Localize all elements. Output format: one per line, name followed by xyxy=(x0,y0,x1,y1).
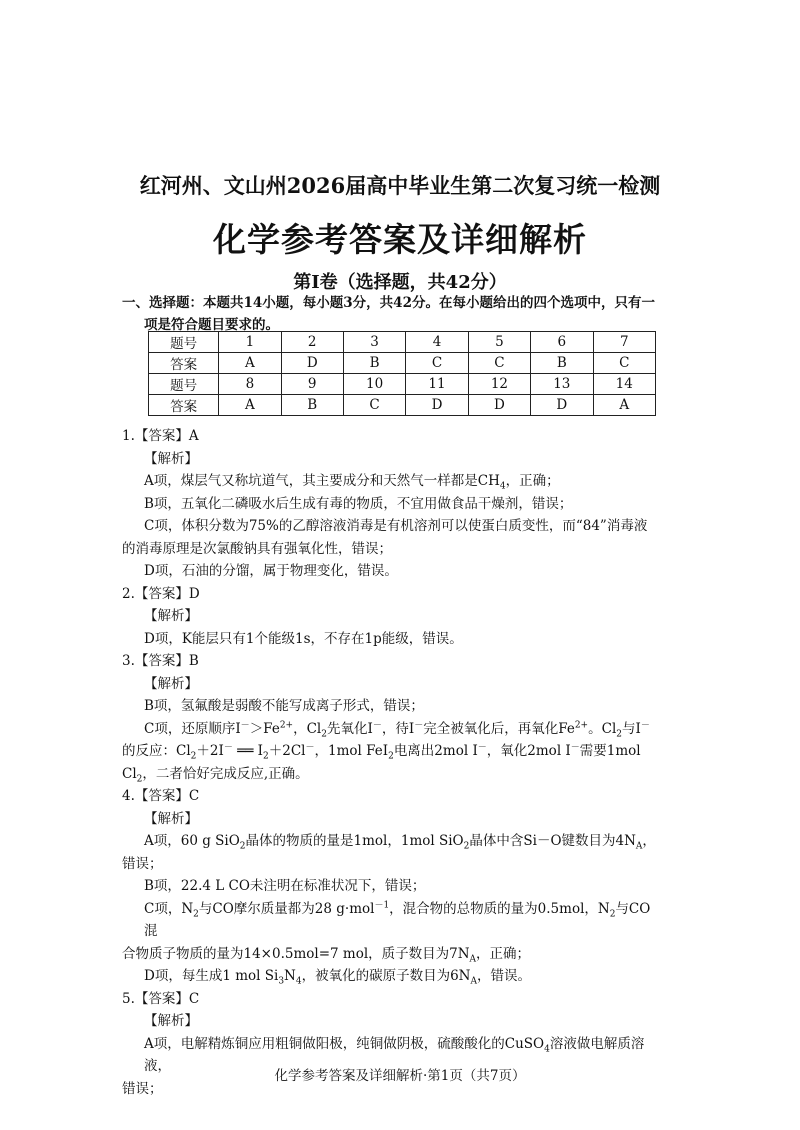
document-title: 化学参考答案及详细解析 xyxy=(213,220,587,259)
q3-reaction xyxy=(122,740,660,763)
table-cell: 4 xyxy=(406,332,468,353)
text: ══ I xyxy=(232,743,263,759)
section-title: 第Ⅰ卷（选择题，共42分） xyxy=(293,272,507,293)
text: ，正确； xyxy=(505,473,560,489)
table-cell: 13 xyxy=(531,374,593,395)
q4-option-a-cont: 错误； xyxy=(122,855,163,872)
text: 完全被氧化后，再氧化Fe xyxy=(423,720,575,737)
text: C项，N xyxy=(144,900,194,917)
table-cell: A xyxy=(593,395,655,416)
text: ，被氧化的碳原子数目为6N xyxy=(301,968,471,984)
exam-header: 红河州、文山州2026届高中毕业生第二次复习统一检测 xyxy=(139,173,661,198)
text: 与CO摩尔质量都为28 g·mol xyxy=(198,900,375,917)
table-cell: 答案 xyxy=(149,353,219,374)
subscript: 2 xyxy=(463,841,470,852)
q2-option-d: D项，K能层只有1个能级1s，不存在1p能级，错误。 xyxy=(144,630,463,647)
q3-conclusion xyxy=(122,763,660,786)
q2-answer: 2.【答案】D xyxy=(122,585,200,602)
subscript: 2 xyxy=(136,774,143,785)
text: 晶体中含Si－O键数目为4N xyxy=(469,833,636,849)
instructions-line-1: 一、选择题：本题共14小题，每小题3分，共42分。在每小题给出的四个选项中，只有一 xyxy=(122,295,655,311)
superscript: － xyxy=(372,720,382,730)
superscript: 2+ xyxy=(279,720,294,730)
subscript: 2 xyxy=(190,751,197,762)
q4-option-a xyxy=(122,830,660,853)
text: C项，还原顺序I xyxy=(144,720,241,737)
table-cell: B xyxy=(343,353,405,374)
text: 晶体的物质的量是1mol，1mol SiO xyxy=(245,833,464,849)
table-cell: C xyxy=(593,353,655,374)
text: N xyxy=(284,968,296,984)
text: ＋2Cl xyxy=(268,743,306,759)
superscript: － xyxy=(240,720,250,730)
text: ，正确； xyxy=(476,945,531,962)
q5-analysis-label: 【解析】 xyxy=(144,1013,198,1029)
text: ，混合物的总物质的量为0.5mol，N xyxy=(389,900,610,917)
table-cell: 11 xyxy=(406,374,468,395)
q4-analysis-label: 【解析】 xyxy=(144,810,198,827)
text: ＞Fe xyxy=(249,720,280,737)
text: D项，每生成1 mol Si xyxy=(144,968,279,984)
explanations xyxy=(122,425,660,1100)
subscript: 2 xyxy=(609,909,616,920)
q3-option-b: B项，氢氟酸是弱酸不能写成离子形式，错误； xyxy=(144,698,424,714)
table-cell: 答案 xyxy=(149,395,219,416)
q1-option-c-cont: 的消毒原理是次氯酸钠具有强氧化性，错误； xyxy=(122,540,392,557)
table-row xyxy=(149,332,656,353)
q4-answer: 4.【答案】C xyxy=(122,788,200,804)
subscript: 4 xyxy=(544,1044,550,1055)
table-cell: 题号 xyxy=(149,374,219,395)
text: ，1mol FeI xyxy=(314,743,389,759)
text: 。Cl xyxy=(588,720,617,737)
superscript: － xyxy=(305,742,315,753)
text: 合物质子物质的量为14×0.5mol=7 mol，质子数目为7N xyxy=(122,945,470,962)
table-cell: B xyxy=(531,353,593,374)
q4-option-d xyxy=(122,965,660,988)
subscript: 4 xyxy=(499,481,506,492)
text: 的反应：Cl xyxy=(122,743,191,759)
text: A项，电解精炼铜应用粗铜做阳极，纯铜做阴极，硫酸酸化的CuSO xyxy=(144,1035,545,1052)
text: Cl xyxy=(122,765,137,782)
table-row xyxy=(149,395,656,416)
subscript: 4 xyxy=(295,976,302,987)
text: ，错误。 xyxy=(477,968,531,984)
subscript: A xyxy=(470,976,477,987)
superscript: 2+ xyxy=(574,720,589,730)
q5-answer: 5.【答案】C xyxy=(122,990,200,1007)
table-cell: 14 xyxy=(593,374,655,395)
superscript: － xyxy=(223,742,233,753)
table-cell: C xyxy=(468,353,530,374)
q1-analysis-label: 【解析】 xyxy=(144,450,198,467)
q3-option-c xyxy=(122,718,660,741)
text: ＋2I xyxy=(196,743,224,759)
text: 与CO混 xyxy=(144,900,651,939)
table-cell: D xyxy=(468,395,530,416)
table-cell: D xyxy=(406,395,468,416)
table-cell: 2 xyxy=(281,332,343,353)
table-row xyxy=(149,353,656,374)
table-cell: A xyxy=(219,353,281,374)
text: 电离出2mol I xyxy=(393,743,478,759)
q1-option-a xyxy=(122,470,660,493)
instructions-line-2: 项是符合题目要求的。 xyxy=(144,317,279,333)
table-cell: 7 xyxy=(593,332,655,353)
table-cell: A xyxy=(219,395,281,416)
subscript: 2 xyxy=(239,841,246,852)
q1-option-b: B项，五氧化二磷吸水后生成有毒的物质，不宜用做食品干燥剂，错误； xyxy=(144,495,573,512)
q3-analysis-label: 【解析】 xyxy=(144,675,198,692)
table-cell: D xyxy=(281,353,343,374)
text: 需要1mol xyxy=(579,743,641,759)
table-cell: 10 xyxy=(343,374,405,395)
superscript: － xyxy=(570,742,580,753)
table-cell: C xyxy=(343,395,405,416)
table-row xyxy=(149,374,656,395)
text: A项，煤层气又称坑道气，其主要成分和天然气一样都是CH xyxy=(144,473,500,489)
subscript: 2 xyxy=(193,909,199,920)
table-cell: C xyxy=(406,353,468,374)
q2-analysis-label: 【解析】 xyxy=(144,608,198,624)
text: ，氧化2mol I xyxy=(486,743,571,759)
subscript: A xyxy=(469,954,477,965)
superscript: － xyxy=(477,742,487,753)
subscript: A xyxy=(635,841,643,852)
superscript: － xyxy=(414,720,424,730)
q3-answer: 3.【答案】B xyxy=(122,653,199,669)
instructions xyxy=(122,292,682,336)
text: ，二者恰好完成反应,正确。 xyxy=(142,765,309,782)
text: ，Cl xyxy=(293,720,322,737)
table-cell: D xyxy=(531,395,593,416)
text: ，待I xyxy=(381,720,415,737)
q1-answer: 1.【答案】A xyxy=(122,428,199,444)
table-cell: 3 xyxy=(343,332,405,353)
text: 先氧化I xyxy=(326,720,373,737)
superscript: －1 xyxy=(374,900,390,910)
q4-option-b: B项，22.4 L CO未注明在标准状况下，错误； xyxy=(144,878,426,894)
table-cell: 题号 xyxy=(149,332,219,353)
q4-option-c-cont xyxy=(122,943,660,966)
subscript: 2 xyxy=(616,729,622,740)
q1-option-c: C项，体积分数为75%的乙醇溶液消毒是有机溶剂可以使蛋白质变性，而“84”消毒液 xyxy=(144,518,648,534)
subscript: 3 xyxy=(278,976,285,987)
table-cell: 6 xyxy=(531,332,593,353)
text: ， xyxy=(642,833,656,849)
table-cell: 8 xyxy=(219,374,281,395)
text: 与I xyxy=(622,720,641,737)
answer-table xyxy=(148,331,656,416)
table-cell: B xyxy=(281,395,343,416)
subscript: 2 xyxy=(321,729,327,740)
table-cell: 9 xyxy=(281,374,343,395)
table-cell: 1 xyxy=(219,332,281,353)
q5-option-a-cont: 错误； xyxy=(122,1080,163,1097)
text: 溶液做电解质溶液， xyxy=(144,1035,645,1074)
superscript: － xyxy=(640,720,650,730)
q4-option-c xyxy=(122,898,660,943)
subscript: 2 xyxy=(388,751,394,762)
q1-option-d: D项，石油的分馏，属于物理变化，错误。 xyxy=(144,563,398,579)
table-cell: 12 xyxy=(468,374,530,395)
subscript: 2 xyxy=(263,751,269,762)
text: A项，60 g SiO xyxy=(144,833,240,849)
table-cell: 5 xyxy=(468,332,530,353)
page-footer: 化学参考答案及详细解析·第1页（共7页） xyxy=(274,1068,526,1084)
